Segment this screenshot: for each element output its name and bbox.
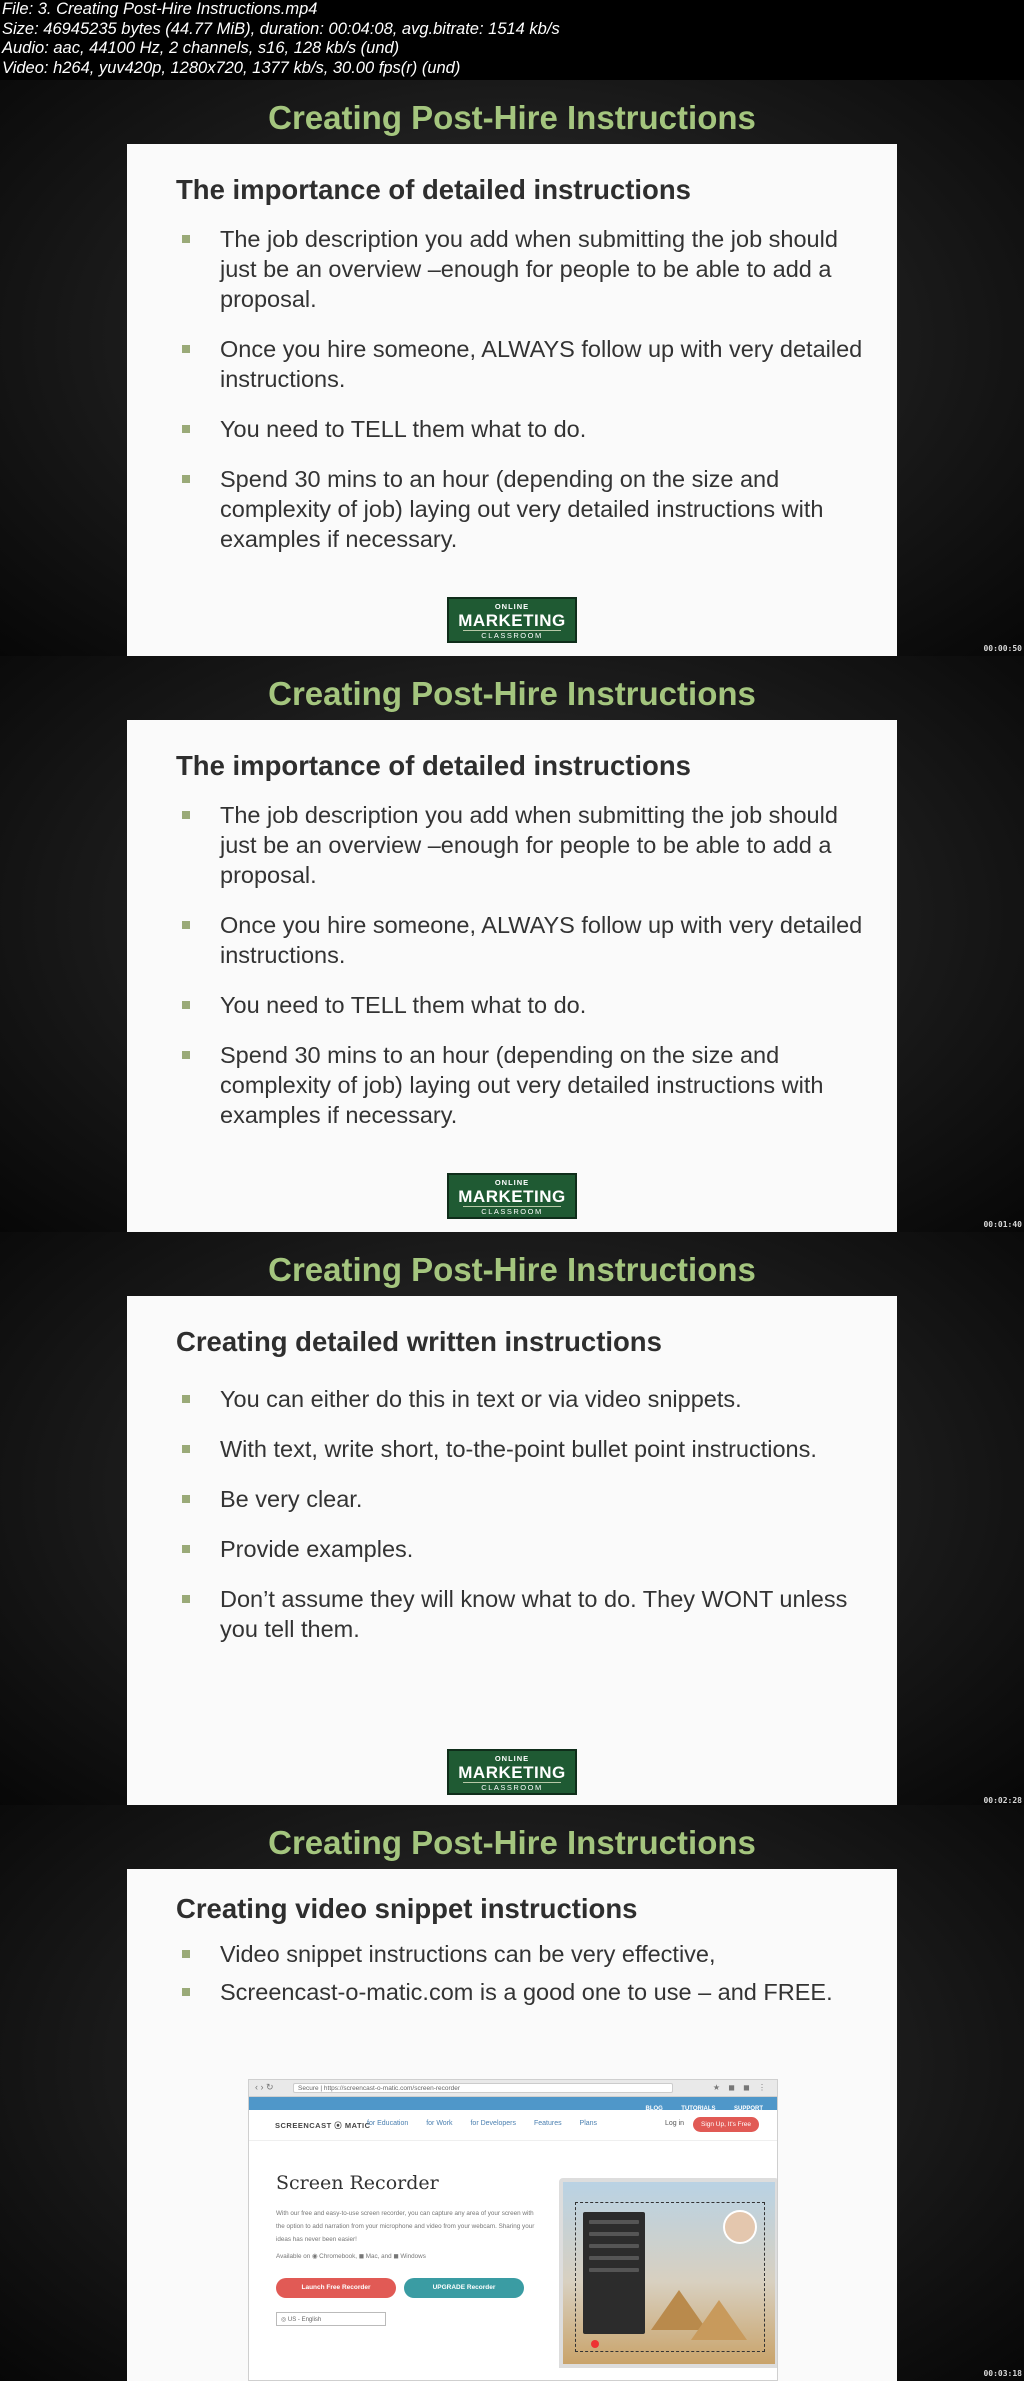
bullet-text: The job description you add when submitting the job should just be an overview –enough for people to be able to add a proposal.	[220, 226, 838, 312]
bullet-text: The job description you add when submitting the job should just be an overview –enough for people to be able to add a proposal.	[220, 802, 838, 888]
bullet-text: You can either do this in text or via video snippets.	[220, 1386, 742, 1412]
bullet-text: Screencast-o-matic.com is a good one to use – and FREE.	[220, 1979, 833, 2005]
online-marketing-classroom-logo	[447, 1749, 577, 1795]
site-brand: SCREENCAST ⦿ MATIC	[275, 2121, 371, 2130]
slide	[127, 1296, 897, 1808]
bullet-item	[176, 990, 866, 1020]
bullet-text: Don’t assume they will know what to do. They WONT unless you tell them.	[220, 1586, 848, 1642]
webcam-face-image	[723, 2210, 757, 2244]
bullet-item	[176, 1584, 866, 1644]
slide-heading: Creating detailed written instructions	[176, 1326, 662, 1357]
logo-text-top: ONLINE	[494, 1754, 530, 1763]
online-marketing-classroom-logo	[447, 1173, 577, 1219]
bullet-list	[176, 800, 866, 1150]
site-nav-link: Features	[533, 2120, 562, 2127]
bullet-text: With text, write short, to-the-point bullet point instructions.	[220, 1436, 817, 1462]
logo-text-bottom: CLASSROOM	[481, 1207, 543, 1216]
topbar-link: TUTORIALS	[681, 2106, 716, 2112]
frame-timestamp: 00:03:18	[983, 2369, 1022, 2378]
record-dot-icon	[591, 2340, 599, 2348]
logo-text-main: MARKETING	[458, 1763, 566, 1782]
laptop-illustration	[559, 2178, 778, 2381]
language-select: ◎ US - English	[276, 2312, 386, 2326]
website-screenshot	[248, 2079, 778, 2381]
browser-nav-icons: ‹ › ↻	[255, 2082, 274, 2092]
bullet-list	[176, 1384, 866, 1664]
logo-text-top: ONLINE	[494, 1178, 530, 1187]
site-nav-link: for Work	[426, 2120, 453, 2127]
frame-timestamp: 00:01:40	[983, 1220, 1022, 1229]
laptop-screen	[559, 2178, 778, 2368]
bullet-square-icon	[182, 1988, 190, 1996]
frame-timestamp: 00:02:28	[983, 1796, 1022, 1805]
bullet-item	[176, 414, 866, 444]
frame-title: Creating Post-Hire Instructions	[268, 1251, 756, 1288]
file-info-line: File: 3. Creating Post-Hire Instructions.mp4	[2, 0, 318, 18]
slide-heading: The importance of detailed instructions	[176, 174, 691, 205]
bullet-square-icon	[182, 1495, 190, 1503]
file-info-header	[2, 0, 1002, 80]
bullet-square-icon	[182, 1001, 190, 1009]
bullet-list	[176, 224, 866, 574]
logo-text-top: ONLINE	[494, 602, 530, 611]
bullet-square-icon	[182, 1950, 190, 1958]
site-availability: Available on ◉ Chromebook, ◼ Mac, and ◼ Windows	[276, 2253, 426, 2260]
bullet-item	[176, 464, 866, 554]
frame-title: Creating Post-Hire Instructions	[268, 1824, 756, 1861]
site-nav-link: for Developers	[470, 2120, 517, 2127]
site-login-link: Log in	[665, 2120, 685, 2127]
logo-text-bottom: CLASSROOM	[481, 631, 543, 640]
site-menu	[249, 2110, 777, 2141]
bullet-text: You need to TELL them what to do.	[220, 992, 587, 1018]
bullet-text: Spend 30 mins to an hour (depending on the size and complexity of job) laying out very detailed instructions with examples if necessary.	[220, 1042, 824, 1128]
frame-title: Creating Post-Hire Instructions	[268, 675, 756, 712]
site-hero-title: Screen Recorder	[276, 2172, 439, 2194]
bullet-text: Be very clear.	[220, 1486, 363, 1512]
bullet-square-icon	[182, 1395, 190, 1403]
online-marketing-classroom-logo	[447, 597, 577, 643]
file-info-line: Audio: aac, 44100 Hz, 2 channels, s16, 128 kb/s (und)	[2, 39, 400, 57]
bullet-text: Spend 30 mins to an hour (depending on the size and complexity of job) laying out very detailed instructions with examples if necessary.	[220, 466, 824, 552]
topbar-link: BLOG	[645, 2106, 663, 2112]
bullet-square-icon	[182, 425, 190, 433]
browser-chrome	[249, 2080, 777, 2097]
recorder-panel-row	[589, 2232, 639, 2236]
browser-address-bar: Secure | https://screencast-o-matic.com/screen-recorder	[293, 2083, 673, 2093]
upgrade-recorder-button: UPGRADE Recorder	[404, 2278, 524, 2298]
bullet-item	[176, 1434, 866, 1464]
bullet-item	[176, 1939, 866, 1969]
recorder-panel-row	[589, 2244, 639, 2248]
file-info-line: Video: h264, yuv420p, 1280x720, 1377 kb/s, 30.00 fps(r) (und)	[2, 58, 461, 77]
bullet-square-icon	[182, 475, 190, 483]
video-frame	[0, 80, 1024, 656]
bullet-square-icon	[182, 1445, 190, 1453]
site-hero-text: With our free and easy-to-use screen recorder, you can capture any area of your screen with the option to add narration from your microphone and video from your webcam. Sharing your ideas has never been easier!	[276, 2210, 535, 2243]
bullet-list	[176, 1939, 866, 2027]
bullet-item	[176, 1534, 866, 1564]
bullet-item	[176, 334, 866, 394]
slide	[127, 1869, 897, 2381]
bullet-text: Video snippet instructions can be very effective,	[220, 1941, 716, 1967]
site-nav-link: Plans	[579, 2120, 598, 2127]
bullet-square-icon	[182, 235, 190, 243]
bullet-item	[176, 1484, 866, 1514]
topbar-link: SUPPORT	[733, 2106, 763, 2112]
bullet-square-icon	[182, 1545, 190, 1553]
bullet-square-icon	[182, 921, 190, 929]
bullet-text: Once you hire someone, ALWAYS follow up with very detailed instructions.	[220, 336, 863, 392]
bullet-item	[176, 910, 866, 970]
frame-timestamp: 00:00:50	[983, 644, 1022, 653]
bullet-square-icon	[182, 1051, 190, 1059]
bullet-text: You need to TELL them what to do.	[220, 416, 587, 442]
bullet-item	[176, 1977, 866, 2007]
bullet-item	[176, 800, 866, 890]
logo-text-main: MARKETING	[458, 611, 566, 630]
video-frame	[0, 1805, 1024, 2381]
bullet-item	[176, 224, 866, 314]
site-signup-button: Sign Up, It's Free	[693, 2117, 759, 2132]
frame-title: Creating Post-Hire Instructions	[268, 99, 756, 136]
site-topbar	[249, 2097, 777, 2110]
slide-heading: Creating video snippet instructions	[176, 1893, 638, 1924]
bullet-item	[176, 1384, 866, 1414]
slide	[127, 144, 897, 656]
bullet-text: Provide examples.	[220, 1536, 414, 1562]
recorder-panel-row	[589, 2268, 639, 2272]
browser-extension-icons: ★ ◼ ◼ ⋮	[712, 2083, 769, 2092]
launch-free-recorder-button: Launch Free Recorder	[276, 2278, 396, 2298]
site-nav-link: for Education	[367, 2120, 409, 2127]
bullet-square-icon	[182, 345, 190, 353]
slide	[127, 720, 897, 1232]
recorder-panel-row	[589, 2256, 639, 2260]
video-frame	[0, 656, 1024, 1232]
logo-text-bottom: CLASSROOM	[481, 1783, 543, 1792]
bullet-text: Once you hire someone, ALWAYS follow up with very detailed instructions.	[220, 912, 863, 968]
bullet-square-icon	[182, 1595, 190, 1603]
logo-text-main: MARKETING	[458, 1187, 566, 1206]
slide-heading: The importance of detailed instructions	[176, 750, 691, 781]
recorder-panel-row	[589, 2220, 639, 2224]
bullet-item	[176, 1040, 866, 1130]
recorder-panel	[583, 2212, 645, 2334]
file-info-line: Size: 46945235 bytes (44.77 MiB), duration: 00:04:08, avg.bitrate: 1514 kb/s	[2, 19, 560, 38]
video-frame	[0, 1232, 1024, 1808]
site-nav-links	[367, 2120, 613, 2127]
bullet-square-icon	[182, 811, 190, 819]
